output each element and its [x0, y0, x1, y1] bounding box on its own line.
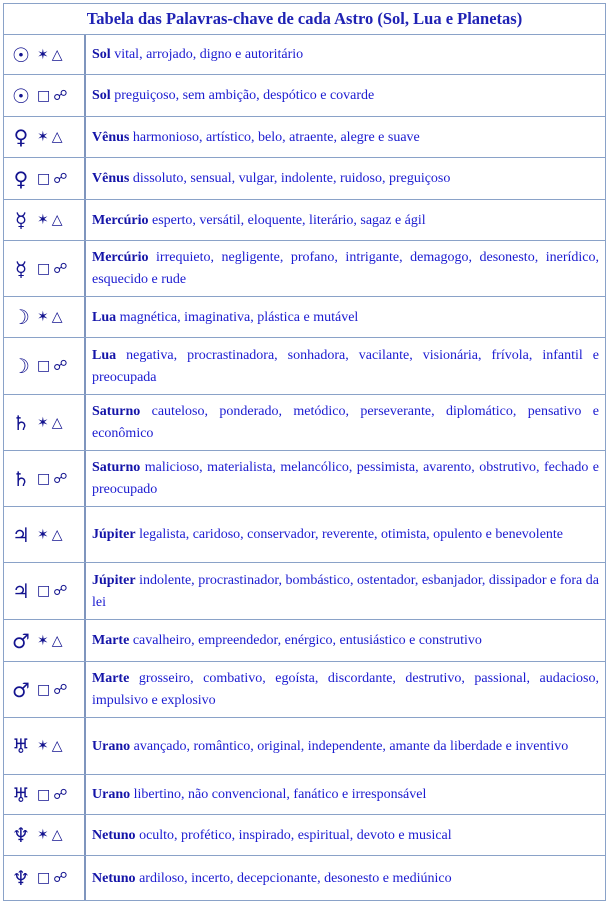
tense-aspects-icon: □☍ [37, 870, 71, 886]
moon-icon: ☽ [12, 305, 30, 329]
table-row [4, 241, 605, 297]
mars-icon: ♂ [12, 628, 30, 653]
table-row [4, 815, 605, 856]
keywords: libertino, não convencional, fanático e irresponsável [133, 787, 427, 802]
jupiter-icon: ♃ [12, 522, 30, 547]
keywords: esperto, versátil, eloquente, literário, sagaz e ágil [152, 212, 426, 228]
planet-name: Mercúrio [92, 250, 149, 265]
symbol-cell [4, 200, 86, 240]
planet-name: Vênus [92, 171, 130, 186]
saturn-icon: ♄ [12, 410, 30, 435]
keyword-table [3, 3, 606, 901]
table-row [4, 620, 605, 662]
symbol-cell [4, 662, 86, 717]
keywords: grosseiro, combativo, egoísta, discordante, destrutivo, passional, audacioso, impulsivo e explosivo [92, 671, 599, 708]
harmonious-aspects-icon: ✶△ [37, 526, 66, 543]
symbol-cell [4, 451, 86, 506]
symbol-cell [4, 241, 86, 296]
keywords: harmonioso, artístico, belo, atraente, alegre e suave [132, 129, 420, 145]
neptune-icon: ♆ [12, 823, 30, 847]
table-row [4, 718, 605, 775]
tense-aspects-icon: □☍ [37, 583, 71, 599]
planet-name: Netuno [92, 870, 136, 886]
table-row [4, 662, 605, 718]
harmonious-aspects-icon: ✶△ [37, 212, 66, 228]
symbol-cell [4, 507, 86, 562]
symbol-cell [4, 338, 86, 394]
keywords: cavalheiro, empreendedor, enérgico, entusiástico e construtivo [132, 633, 482, 648]
keywords: ardiloso, incerto, decepcionante, desonesto e mediúnico [139, 870, 452, 886]
symbol-cell [4, 75, 86, 116]
tense-aspects-icon: □☍ [37, 170, 71, 187]
symbol-cell [4, 856, 86, 900]
symbol-cell [4, 815, 86, 855]
table-row [4, 117, 605, 158]
keywords: avançado, romântico, original, independente, amante da liberdade e inventivo [133, 738, 569, 754]
keywords: cauteloso, ponderado, metódico, perseverante, diplomático, pensativo e econômico [92, 404, 599, 441]
mercury-icon: ☿ [14, 256, 28, 281]
uranus-icon: ♅ [12, 782, 30, 807]
mercury-icon: ☿ [14, 208, 28, 232]
planet-name: Netuno [92, 827, 136, 843]
planet-name: Saturno [92, 460, 141, 475]
harmonious-aspects-icon: ✶△ [37, 827, 66, 843]
jupiter-icon: ♃ [12, 579, 30, 603]
tense-aspects-icon: □☍ [37, 786, 71, 803]
sun-icon: ☉ [12, 83, 30, 108]
planet-name: Lua [92, 309, 117, 325]
tense-aspects-icon: □☍ [37, 681, 71, 698]
table-title: Tabela das Palavras-chave de cada Astro (Sol, Lua e Planetas) [4, 4, 605, 35]
keywords: malicioso, materialista, melancólico, pessimista, avarento, obstrutivo, fechado e preocupado [92, 460, 600, 497]
harmonious-aspects-icon: ✶△ [37, 738, 66, 754]
uranus-icon: ♅ [12, 734, 30, 758]
symbol-cell [4, 158, 86, 199]
planet-name: Urano [92, 738, 131, 754]
table-row [4, 507, 605, 563]
table-row [4, 563, 605, 620]
venus-icon: ♀ [13, 166, 29, 191]
symbol-cell [4, 563, 86, 619]
symbol-cell [4, 117, 86, 157]
symbol-cell [4, 775, 86, 814]
planet-name: Lua [92, 347, 117, 363]
planet-name: Saturno [92, 404, 141, 419]
table-row [4, 200, 605, 241]
table-row [4, 338, 605, 395]
harmonious-aspects-icon: ✶△ [37, 46, 66, 63]
symbol-cell [4, 35, 86, 74]
table-row [4, 856, 605, 900]
symbol-cell [4, 395, 86, 450]
planet-name: Urano [92, 787, 131, 802]
tense-aspects-icon: □☍ [37, 358, 71, 374]
moon-icon: ☽ [12, 354, 30, 378]
harmonious-aspects-icon: ✶△ [37, 309, 66, 325]
symbol-cell [4, 297, 86, 337]
sun-icon: ☉ [12, 42, 30, 67]
tense-aspects-icon: □☍ [37, 260, 71, 277]
mars-icon: ♂ [12, 677, 30, 702]
keywords: negativa, procrastinadora, sonhadora, vacilante, visionária, frívola, infantil e preocupada [92, 347, 600, 385]
planet-name: Sol [92, 47, 111, 62]
planet-name: Marte [92, 633, 130, 648]
saturn-icon: ♄ [12, 466, 30, 491]
table-row [4, 775, 605, 815]
harmonious-aspects-icon: ✶△ [37, 129, 66, 145]
table-row [4, 395, 605, 451]
planet-name: Mercúrio [92, 212, 149, 228]
planet-name: Júpiter [92, 572, 136, 588]
keywords: legalista, caridoso, conservador, reverente, otimista, opulento e benevolente [139, 527, 564, 542]
planet-name: Vênus [92, 129, 130, 145]
table-row [4, 75, 605, 117]
neptune-icon: ♆ [12, 866, 30, 890]
keywords: preguiçoso, sem ambição, despótico e covarde [114, 88, 375, 103]
keywords: oculto, profético, inspirado, espiritual, devoto e musical [139, 827, 452, 843]
table-row [4, 297, 605, 338]
symbol-cell [4, 718, 86, 774]
keywords: indolente, procrastinador, bombástico, ostentador, esbanjador, dissipador e fora da lei [92, 572, 599, 610]
keywords: dissoluto, sensual, vulgar, indolente, ruidoso, preguiçoso [132, 171, 451, 186]
venus-icon: ♀ [13, 125, 29, 149]
tense-aspects-icon: □☍ [37, 470, 71, 487]
harmonious-aspects-icon: ✶△ [37, 632, 66, 649]
keywords: vital, arrojado, digno e autoritário [114, 47, 304, 62]
table-row [4, 451, 605, 507]
tense-aspects-icon: □☍ [37, 87, 71, 104]
table-row [4, 158, 605, 200]
symbol-cell [4, 620, 86, 661]
planet-name: Marte [92, 671, 130, 686]
planet-name: Sol [92, 88, 111, 103]
keywords: magnética, imaginativa, plástica e mutável [119, 309, 359, 325]
harmonious-aspects-icon: ✶△ [37, 414, 66, 431]
table-row [4, 35, 605, 75]
keywords: irrequieto, negligente, profano, intrigante, demagogo, desonesto, inerídico, esquecido e rude [92, 250, 599, 287]
planet-name: Júpiter [92, 527, 136, 542]
